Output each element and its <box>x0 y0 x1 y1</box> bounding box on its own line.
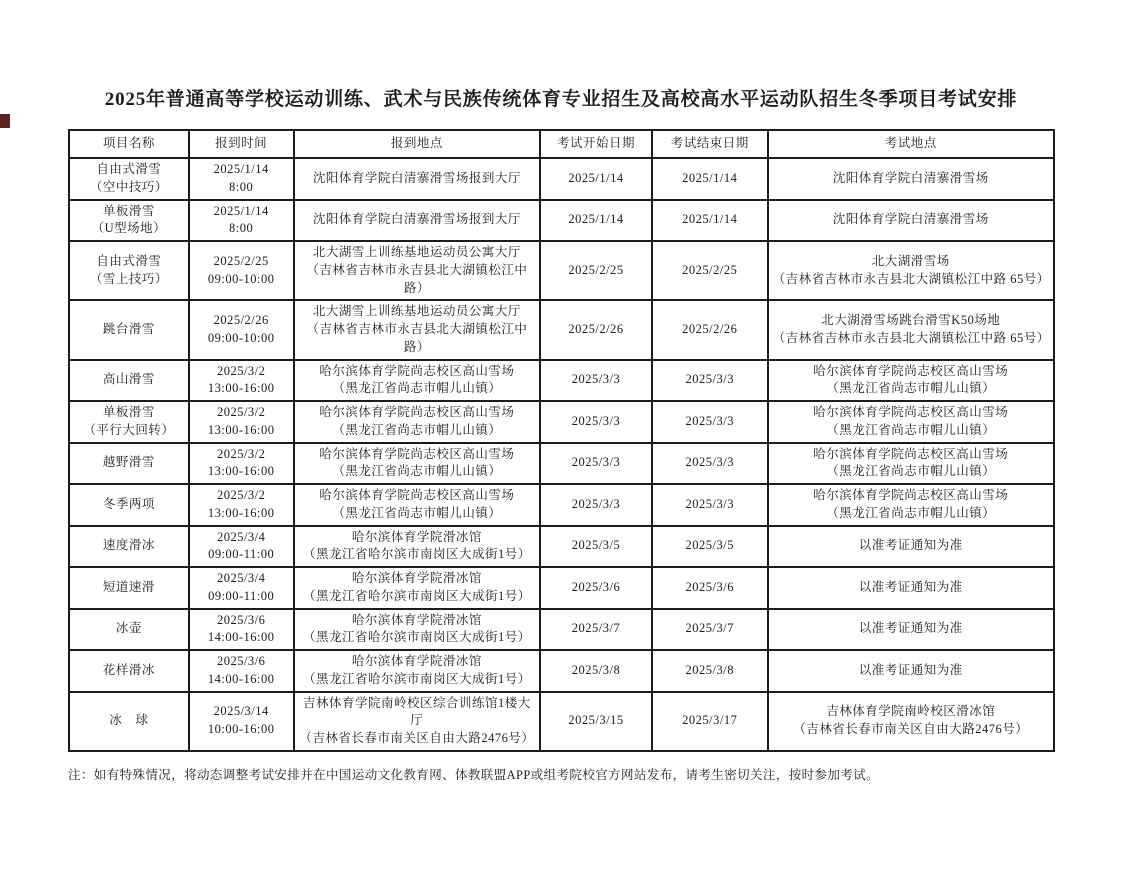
cell-line: 哈尔滨体育学院尚志校区高山雪场 <box>813 446 1009 461</box>
cell-line: 14:00-16:00 <box>207 671 275 686</box>
cell-line: 哈尔滨体育学院滑冰馆 <box>351 571 482 585</box>
cell-line: 2025/3/3 <box>685 455 734 470</box>
cell-line: 13:00-16:00 <box>207 464 275 479</box>
column-header: 考试开始日期 <box>540 130 652 158</box>
table-cell <box>768 567 1054 609</box>
table-cell <box>294 609 541 651</box>
table-cell <box>540 200 652 242</box>
column-header: 报到地点 <box>294 130 541 158</box>
cell-line: （黑龙江省哈尔滨市南岗区大成街1号） <box>302 547 531 562</box>
table-cell <box>768 200 1054 242</box>
cell-line: 哈尔滨体育学院尚志校区高山雪场 <box>319 405 515 419</box>
cell-line: 单板滑雪 <box>102 203 155 218</box>
cell-line: 哈尔滨体育学院尚志校区高山雪场 <box>319 363 515 378</box>
table-cell <box>652 609 768 651</box>
table-cell <box>652 526 768 568</box>
table-cell <box>189 158 294 200</box>
table-cell <box>189 241 294 300</box>
cell-line: 自由式滑雪 <box>96 253 162 268</box>
cell-line: （黑龙江省尚志市帽儿山镇） <box>826 464 996 479</box>
cell-line: 2025/2/26 <box>213 313 269 328</box>
table-cell <box>768 484 1054 526</box>
table-cell <box>652 241 768 300</box>
table-cell <box>652 300 768 359</box>
table-row <box>69 443 1054 485</box>
cell-line: 沈阳体育学院白清寨滑雪场报到大厅 <box>312 170 521 185</box>
cell-line: 速度滑冰 <box>102 538 155 553</box>
cell-line: 2025/3/2 <box>216 405 266 419</box>
table-cell <box>768 401 1054 443</box>
cell-line: 2025/1/14 <box>213 203 269 218</box>
table-cell <box>189 692 294 751</box>
table-row <box>69 526 1054 568</box>
cell-line: 以准考证通知为准 <box>858 538 963 553</box>
table-cell <box>69 650 189 692</box>
cell-line: （吉林省吉林市永吉县北大湖镇松江中路） <box>306 322 528 354</box>
cell-line: 2025/3/14 <box>213 704 269 719</box>
table-cell <box>768 443 1054 485</box>
cell-line: 2025/3/5 <box>685 538 734 553</box>
table-cell <box>189 526 294 568</box>
cell-line: 2025/3/3 <box>571 372 621 387</box>
table-cell <box>69 158 189 200</box>
cell-line: 2025/3/4 <box>216 571 266 585</box>
cell-line: （黑龙江省尚志市帽儿山镇） <box>332 381 502 396</box>
table-cell <box>69 692 189 751</box>
cell-line: 2025/3/3 <box>571 413 621 428</box>
table-cell <box>69 300 189 359</box>
table-cell <box>69 526 189 568</box>
cell-line: 2025/3/4 <box>216 529 266 544</box>
table-cell <box>69 360 189 402</box>
cell-line: 北大湖雪上训练基地运动员公寓大厅 <box>312 304 521 319</box>
table-cell <box>540 360 652 402</box>
cell-line: 哈尔滨体育学院尚志校区高山雪场 <box>813 363 1009 378</box>
table-cell <box>69 241 189 300</box>
table-cell <box>294 526 541 568</box>
cell-line: （吉林省吉林市永吉县北大湖镇松江中路 65号） <box>772 271 1050 286</box>
cell-line: 2025/1/14 <box>682 212 738 227</box>
table-row <box>69 650 1054 692</box>
table-cell <box>69 609 189 651</box>
table-cell <box>540 567 652 609</box>
cell-line: 8:00 <box>229 221 254 236</box>
table-cell <box>652 484 768 526</box>
cell-line: 沈阳体育学院白清寨滑雪场 <box>832 170 989 185</box>
cell-line: 北大湖滑雪场 <box>871 253 950 268</box>
column-header: 考试结束日期 <box>652 130 768 158</box>
column-header: 报到时间 <box>189 130 294 158</box>
cell-line: 2025/3/6 <box>216 612 266 627</box>
cell-line: （吉林省吉林市永吉县北大湖镇松江中路） <box>306 262 528 295</box>
cell-line: 2025/1/14 <box>568 212 624 227</box>
cell-line: 09:00-11:00 <box>208 588 275 603</box>
cell-line: 2025/3/8 <box>685 662 734 677</box>
cell-line: 2025/3/5 <box>571 538 621 553</box>
table-cell <box>768 692 1054 751</box>
table-row <box>69 401 1054 443</box>
cell-line: 哈尔滨体育学院滑冰馆 <box>351 654 482 668</box>
table-cell <box>294 650 541 692</box>
table-row <box>69 241 1054 300</box>
document-page <box>0 84 1122 877</box>
table-cell <box>294 158 541 200</box>
table-cell <box>189 200 294 242</box>
cell-line: （雪上技巧） <box>89 271 168 286</box>
table-cell <box>189 360 294 402</box>
cell-line: 沈阳体育学院白清寨滑雪场报到大厅 <box>312 212 521 227</box>
table-cell <box>294 200 541 242</box>
cell-line: 2025/3/3 <box>571 496 621 511</box>
cell-line: 冬季两项 <box>102 496 155 511</box>
table-cell <box>189 443 294 485</box>
cell-line: 2025/3/2 <box>216 446 266 461</box>
cell-line: 2025/3/6 <box>571 579 621 594</box>
cell-line: 高山滑雪 <box>102 372 155 387</box>
schedule-table-container <box>68 129 1055 752</box>
table-cell <box>69 443 189 485</box>
cell-line: （U型场地） <box>91 221 167 236</box>
table-cell <box>294 567 541 609</box>
table-cell <box>540 443 652 485</box>
cell-line: 2025/3/3 <box>685 372 734 387</box>
cell-line: 北大湖滑雪场跳台滑雪K50场地 <box>821 313 1001 328</box>
table-cell <box>69 567 189 609</box>
table-cell <box>652 360 768 402</box>
cell-line: 2025/3/7 <box>571 621 621 636</box>
cell-line: （黑龙江省哈尔滨市南岗区大成街1号） <box>302 671 531 686</box>
cell-line: 冰 球 <box>109 713 149 728</box>
cell-line: （黑龙江省哈尔滨市南岗区大成街1号） <box>302 588 531 603</box>
table-cell <box>768 650 1054 692</box>
table-cell <box>540 158 652 200</box>
cell-line: 14:00-16:00 <box>207 630 275 645</box>
cell-line: 单板滑雪 <box>102 405 155 419</box>
cell-line: 冰壶 <box>115 621 142 636</box>
table-cell <box>294 241 541 300</box>
cell-line: 以准考证通知为准 <box>858 662 963 677</box>
footnote: 注：如有特殊情况，将动态调整考试安排并在中国运动文化教育网、体教联盟APP或组考院校官方网站发布，请考生密切关注，按时参加考试。 <box>68 767 880 782</box>
cell-line: （黑龙江省尚志市帽儿山镇） <box>332 464 502 479</box>
table-cell <box>294 443 541 485</box>
cell-line: （平行大回转） <box>83 422 175 437</box>
header-row <box>69 130 1054 158</box>
table-cell <box>652 567 768 609</box>
cell-line: 10:00-16:00 <box>207 722 275 737</box>
cell-line: 花样滑冰 <box>102 662 155 677</box>
table-cell <box>540 484 652 526</box>
cell-line: 吉林体育学院南岭校区滑冰馆 <box>826 704 996 719</box>
cell-line: （黑龙江省尚志市帽儿山镇） <box>332 505 502 520</box>
table-cell <box>69 401 189 443</box>
table-cell <box>189 401 294 443</box>
table-cell <box>294 300 541 359</box>
cell-line: （吉林省吉林市永吉县北大湖镇松江中路 65号） <box>772 330 1050 345</box>
cell-line: （黑龙江省哈尔滨市南岗区大成街1号） <box>302 630 531 645</box>
cell-line: 北大湖雪上训练基地运动员公寓大厅 <box>312 245 521 259</box>
cell-line: 哈尔滨体育学院滑冰馆 <box>351 612 482 627</box>
cell-line: 13:00-16:00 <box>207 381 275 396</box>
cell-line: 2025/3/3 <box>571 455 621 470</box>
table-cell <box>294 360 541 402</box>
table-cell <box>540 300 652 359</box>
table-row <box>69 360 1054 402</box>
table-cell <box>189 484 294 526</box>
table-cell <box>652 650 768 692</box>
table-cell <box>652 692 768 751</box>
cell-line: （黑龙江省尚志市帽儿山镇） <box>826 381 996 396</box>
cell-line: 沈阳体育学院白清寨滑雪场 <box>832 212 989 227</box>
exam-schedule-table <box>68 129 1055 752</box>
table-cell <box>768 158 1054 200</box>
table-cell <box>540 526 652 568</box>
table-cell <box>768 241 1054 300</box>
table-row <box>69 609 1054 651</box>
cell-line: 2025/3/6 <box>216 654 266 668</box>
cell-line: 8:00 <box>229 179 254 194</box>
cell-line: 13:00-16:00 <box>207 505 275 520</box>
table-cell <box>69 200 189 242</box>
column-header: 项目名称 <box>69 130 189 158</box>
cell-line: 短道速滑 <box>102 579 155 594</box>
cell-line: 2025/2/25 <box>682 262 738 277</box>
cell-line: 哈尔滨体育学院尚志校区高山雪场 <box>319 446 515 461</box>
table-cell <box>189 650 294 692</box>
cell-line: 2025/3/3 <box>685 496 734 511</box>
table-cell <box>652 401 768 443</box>
page-title: 2025年普通高等学校运动训练、武术与民族传统体育专业招生及高校高水平运动队招生冬季项目考试安排 <box>104 89 1018 110</box>
table-row <box>69 567 1054 609</box>
cell-line: （吉林省长春市南关区自由大路2476号） <box>299 731 535 745</box>
cell-line: 2025/2/26 <box>682 322 738 336</box>
cell-line: 2025/3/2 <box>216 488 266 502</box>
cell-line: 2025/3/6 <box>685 579 734 594</box>
cell-line: 2025/1/14 <box>213 162 269 176</box>
cell-line: 跳台滑雪 <box>102 322 155 336</box>
cell-line: 13:00-16:00 <box>207 422 275 437</box>
cell-line: 哈尔滨体育学院尚志校区高山雪场 <box>813 405 1009 419</box>
cell-line: （黑龙江省尚志市帽儿山镇） <box>826 505 996 520</box>
table-row <box>69 200 1054 242</box>
table-row <box>69 692 1054 751</box>
cell-line: 哈尔滨体育学院尚志校区高山雪场 <box>813 488 1009 502</box>
scan-corner-mark <box>0 114 10 128</box>
cell-line: 2025/2/25 <box>213 253 269 268</box>
cell-line: 吉林体育学院南岭校区综合训练馆1楼大厅 <box>302 695 531 728</box>
cell-line: 以准考证通知为准 <box>858 621 963 636</box>
cell-line: 越野滑雪 <box>102 455 155 470</box>
cell-line: （空中技巧） <box>89 179 168 194</box>
cell-line: （黑龙江省尚志市帽儿山镇） <box>332 422 502 437</box>
table-cell <box>652 200 768 242</box>
cell-line: 2025/3/7 <box>685 621 734 636</box>
cell-line: 2025/1/14 <box>568 170 624 185</box>
table-row <box>69 484 1054 526</box>
cell-line: （黑龙江省尚志市帽儿山镇） <box>826 422 996 437</box>
table-cell <box>540 241 652 300</box>
cell-line: 2025/3/3 <box>685 413 734 428</box>
table-cell <box>768 300 1054 359</box>
table-row <box>69 158 1054 200</box>
cell-line: 2025/3/15 <box>568 713 624 728</box>
cell-line: 2025/2/26 <box>568 322 624 336</box>
cell-line: 自由式滑雪 <box>96 162 162 176</box>
cell-line: 2025/3/17 <box>682 713 738 728</box>
table-cell <box>540 401 652 443</box>
cell-line: 2025/2/25 <box>568 262 624 277</box>
table-cell <box>189 609 294 651</box>
cell-line: 哈尔滨体育学院尚志校区高山雪场 <box>319 488 515 502</box>
cell-line: 09:00-11:00 <box>208 547 275 562</box>
cell-line: 09:00-10:00 <box>207 330 275 345</box>
table-cell <box>652 158 768 200</box>
cell-line: 哈尔滨体育学院滑冰馆 <box>351 529 482 544</box>
cell-line: 以准考证通知为准 <box>858 579 963 594</box>
table-cell <box>768 360 1054 402</box>
table-cell <box>294 692 541 751</box>
table-row <box>69 300 1054 359</box>
table-cell <box>652 443 768 485</box>
cell-line: 2025/1/14 <box>682 170 738 185</box>
cell-line: 09:00-10:00 <box>207 271 275 286</box>
table-cell <box>768 526 1054 568</box>
cell-line: 2025/3/8 <box>571 662 621 677</box>
table-body <box>69 158 1054 751</box>
table-cell <box>294 484 541 526</box>
cell-line: 2025/3/2 <box>216 363 266 378</box>
table-cell <box>540 609 652 651</box>
table-cell <box>294 401 541 443</box>
table-cell <box>189 300 294 359</box>
table-cell <box>69 484 189 526</box>
table-cell <box>768 609 1054 651</box>
table-cell <box>189 567 294 609</box>
table-cell <box>540 692 652 751</box>
cell-line: （吉林省长春市南关区自由大路2476号） <box>793 722 1029 737</box>
column-header: 考试地点 <box>768 130 1054 158</box>
table-cell <box>540 650 652 692</box>
